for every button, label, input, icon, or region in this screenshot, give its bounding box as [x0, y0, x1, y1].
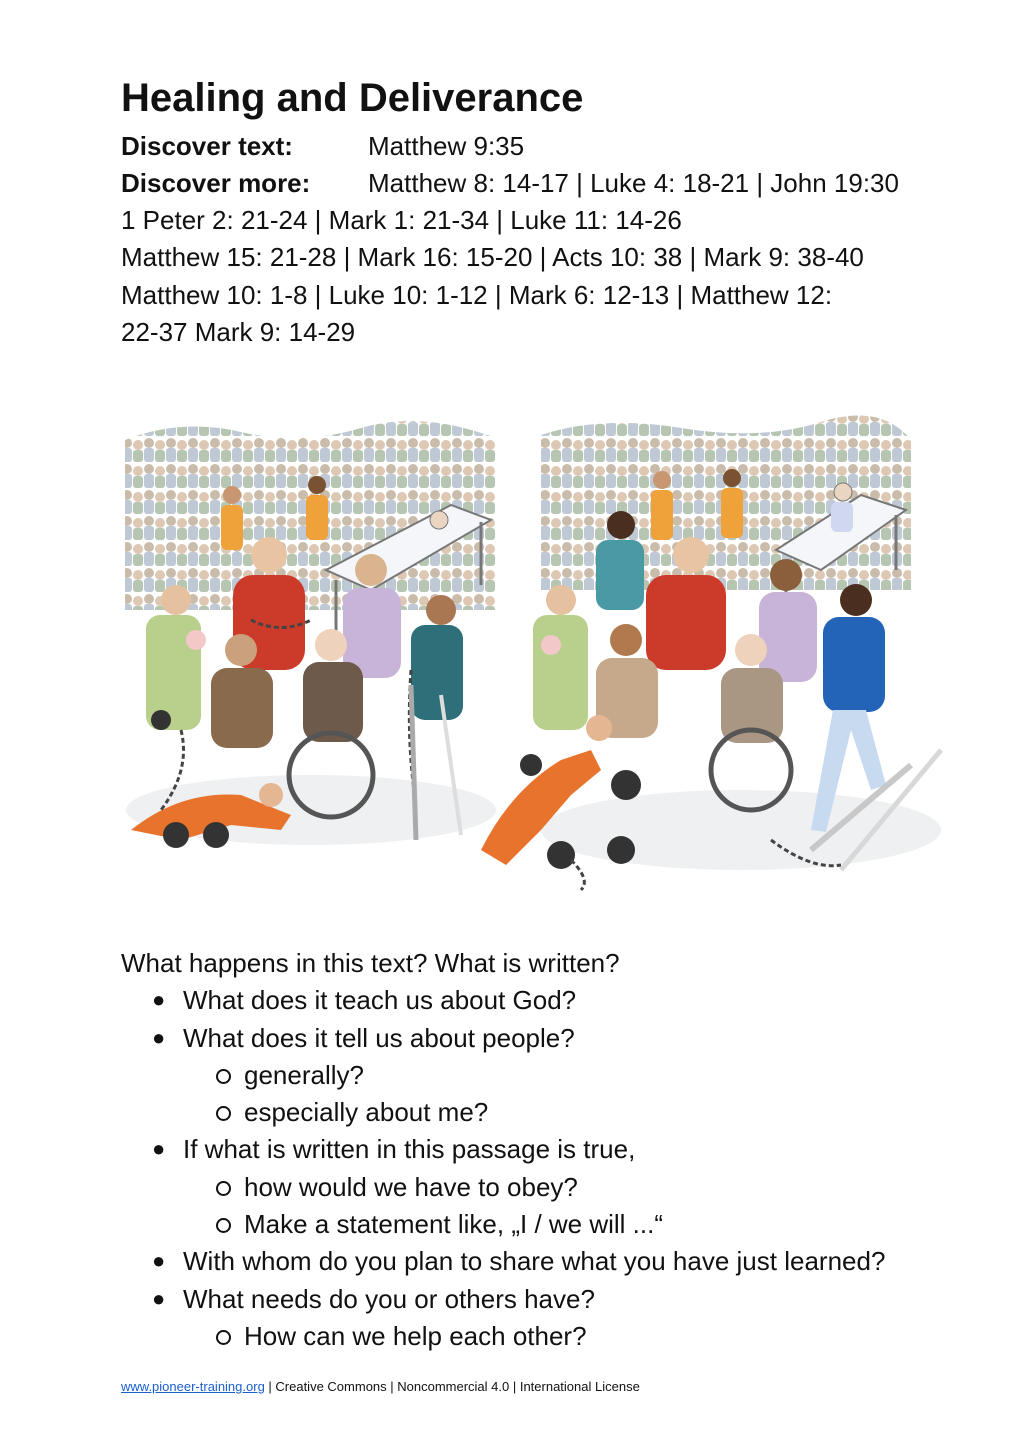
question-subitem: Make a statement like, „I / we will ...“	[244, 1209, 664, 1239]
question-subitem: How can we help each other?	[244, 1321, 587, 1351]
question-subitem: how would we have to obey?	[244, 1172, 578, 1202]
question-item: With whom do you plan to share what you have just learned?	[183, 1246, 886, 1276]
discover-more-line: Matthew 15: 21-28 | Mark 16: 15-20 | Acts 10: 38 | Mark 9: 38-40	[121, 242, 864, 272]
question-item: If what is written in this passage is true,	[183, 1134, 636, 1164]
question-intro: What happens in this text? What is written?	[121, 948, 620, 978]
question-subitem: especially about me?	[244, 1097, 489, 1127]
discover-more-row	[121, 166, 899, 200]
bullet-icon: ●	[152, 1248, 166, 1273]
footer-link[interactable]: www.pioneer-training.org	[121, 1379, 265, 1394]
question-item: What does it teach us about God?	[183, 985, 577, 1015]
discover-text-label: Discover text:	[121, 131, 293, 161]
discover-more-first-line: Matthew 8: 14-17 | Luke 4: 18-21 | John 19:30	[368, 168, 899, 198]
circle-bullet-icon	[216, 1181, 231, 1196]
footer-license-text: | Creative Commons | Noncommercial 4.0 | International License	[264, 1379, 640, 1394]
bullet-icon: ●	[152, 1136, 166, 1161]
page-title: Healing and Deliverance	[121, 76, 584, 120]
discover-more-line: 1 Peter 2: 21-24 | Mark 1: 21-34 | Luke 11: 14-26	[121, 205, 682, 235]
circle-bullet-icon	[216, 1069, 231, 1084]
discover-text-value: Matthew 9:35	[368, 131, 525, 161]
discover-text-row	[121, 129, 524, 163]
discover-more-label: Discover more:	[121, 168, 311, 198]
circle-bullet-icon	[216, 1218, 231, 1233]
footer	[121, 1379, 640, 1394]
healing-illustration	[121, 410, 951, 900]
question-item: What needs do you or others have?	[183, 1284, 595, 1314]
circle-bullet-icon	[216, 1330, 231, 1345]
bullet-icon: ●	[152, 1025, 166, 1050]
circle-bullet-icon	[216, 1106, 231, 1121]
question-item: What does it tell us about people?	[183, 1023, 575, 1053]
question-subitem: generally?	[244, 1060, 364, 1090]
before-scene	[125, 421, 496, 848]
bullet-icon: ●	[152, 987, 166, 1012]
after-scene	[481, 416, 941, 890]
bullet-icon: ●	[152, 1286, 166, 1311]
discover-more-line: 22-37 Mark 9: 14-29	[121, 317, 356, 347]
discover-more-line: Matthew 10: 1-8 | Luke 10: 1-12 | Mark 6: 12-13 | Matthew 12:	[121, 280, 833, 310]
